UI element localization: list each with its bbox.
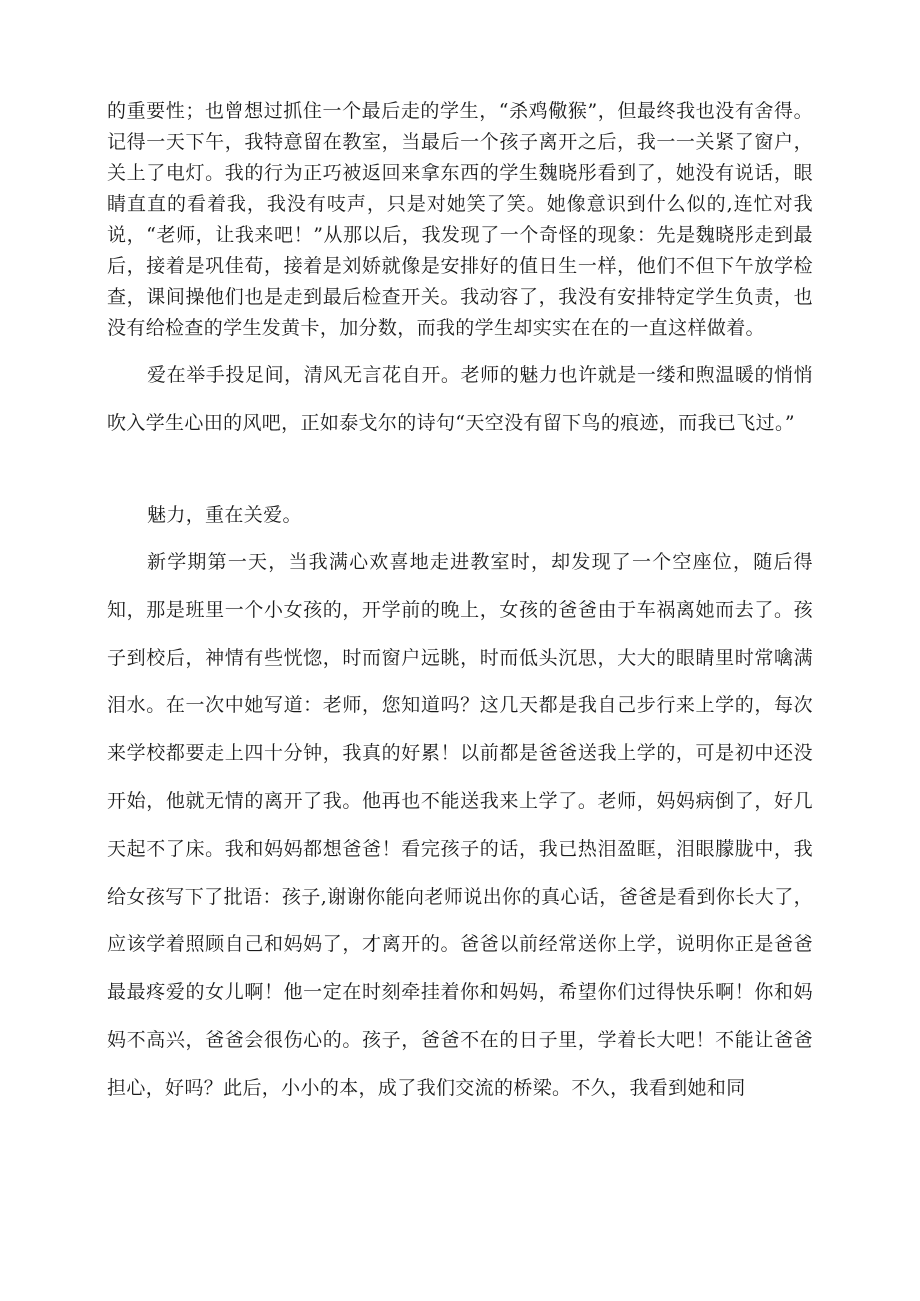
paragraph-story: 新学期第一天，当我满心欢喜地走进教室时，却发现了一个空座位，随后得知，那是班里一个小女孩的，开学前的晚上，女孩的爸爸由于车祸离她而去了。孩子到校后，神情有些恍惚，时而窗户远眺，时而低头沉思，大大的眼睛里时常噙满泪水。在一次中她写道：老师，您知道吗？这几天都是我自己步行来上学的，每次来学校都要走上四十分钟，我真的好累！以前都是爸爸送我上学的，可是初中还没开始，他就无情的离开了我。他再也不能送我来上学了。老师，妈妈病倒了，好几天起不了床。我和妈妈都想爸爸！看完孩子的话，我已热泪盈眶，泪眼朦胧中，我给女孩写下了批语：孩子,谢谢你能向老师说出你的真心话，爸爸是看到你长大了，应该学着照顾自己和妈妈了，才离开的。爸爸以前经常送你上学，说明你正是爸爸最最疼爱的女儿啊！他一定在时刻牵挂着你和妈妈，希望你们过得快乐啊！你和妈妈不高兴，爸爸会很伤心的。孩子，爸爸不在的日子里，学着长大吧！不能让爸爸担心，好吗？此后，小小的本，成了我们交流的桥梁。不久，我看到她和同 xyxy=(107,551,813,1099)
section-heading: 魅力，重在关爱。 xyxy=(147,504,302,526)
paragraph-reflection: 爱在举手投足间，清风无言花自开。老师的魅力也许就是一缕和煦温暖的悄悄吹入学生心田的风吧，正如泰戈尔的诗句“天空没有留下鸟的痕迹，而我已飞过。” xyxy=(107,364,813,434)
paragraph-continuation: 的重要性；也曾想过抓住一个最后走的学生，“杀鸡儆猴”，但最终我也没有舍得。记得一天下午，我特意留在教室，当最后一个孩子离开之后，我一一关紧了窗户，关上了电灯。我的行为正巧被返回来拿东西的学生魏晓彤看到了，她没有说话，眼睛直直的看着我，我没有吱声，只是对她笑了笑。她像意识到什么似的,连忙对我说，“老师，让我来吧！”从那以后，我发现了一个奇怪的现象：先是魏晓彤走到最后，接着是巩佳荀，接着是刘娇就像是安排好的值日生一样，他们不但下午放学检查，课间操他们也是走到最后检查开关。我动容了，我没有安排特定学生负责，也没有给检查的学生发黄卡，加分数，而我的学生却实实在在的一直这样做着。 xyxy=(107,100,813,339)
